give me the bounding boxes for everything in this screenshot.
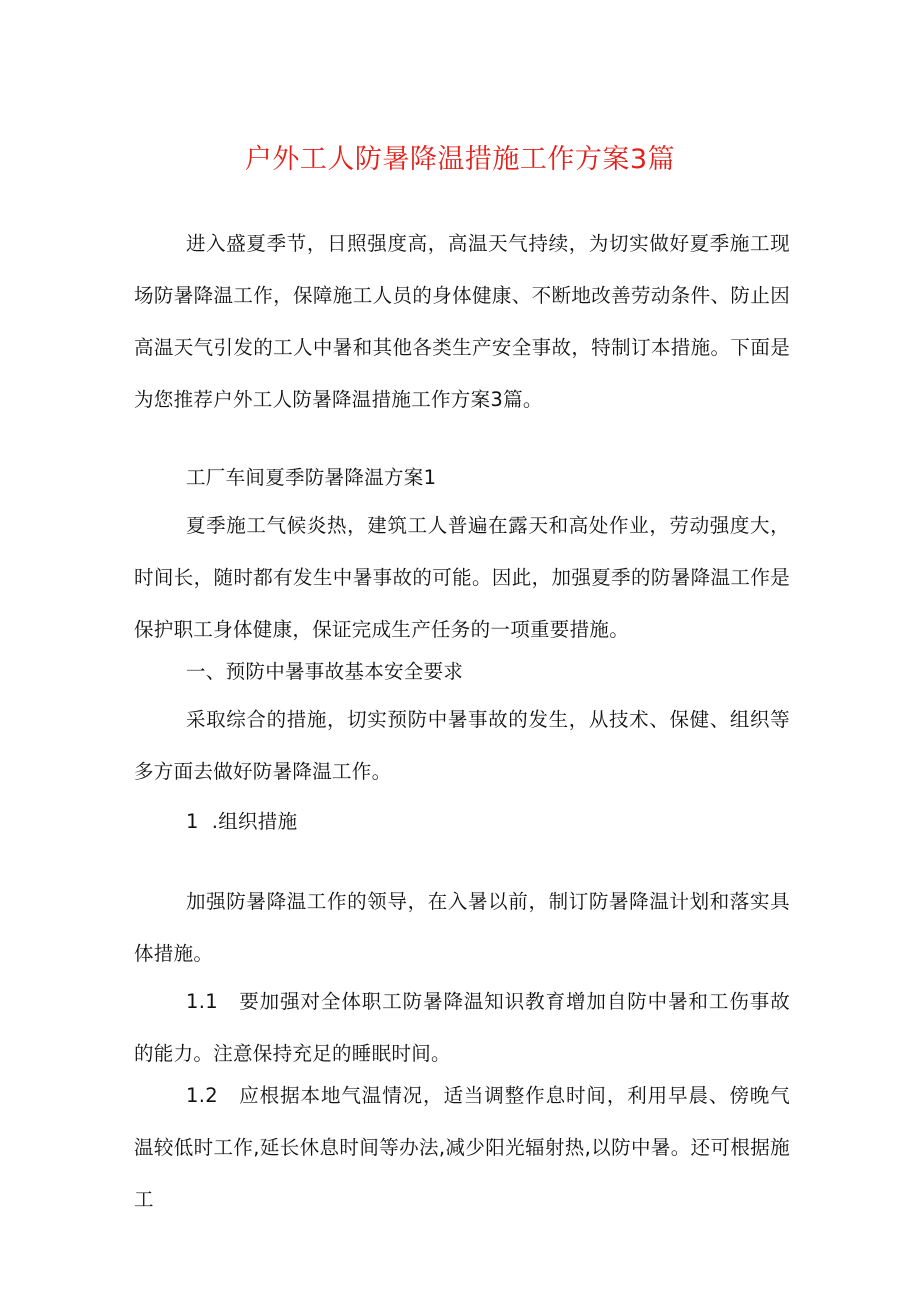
intro-paragraph: 进入盛夏季节，日照强度高，高温天气持续，为切实做好夏季施工现场防暑降温工作，保障施工人员的身体健康、不断地改善劳动条件、防止因高温天气引发的工人中暑和其他各类生产安全事故，特制订本措施。下面是为您推荐户外工人防暑降温措施工作方案3篇。: [134, 232, 790, 411]
heading-1: 一、预防中暑事故基本安全要求: [186, 660, 464, 683]
document-title: 户外工人防暑降温措施工作方案3篇: [244, 144, 676, 175]
paragraph-4: 1.1 要加强对全体职工防暑降温知识教育增加自防中暑和工伤事故的能力。注意保持充足的睡眠时间。: [134, 990, 790, 1065]
paragraph-1: 夏季施工气候炎热，建筑工人普遍在露天和高处作业，劳动强度大，时间长，随时都有发生中暑事故的可能。因此，加强夏季的防暑降温工作是保护职工身体健康，保证完成生产任务的一项重要措施。: [134, 514, 790, 641]
paragraph-3: 加强防暑降温工作的领导，在入暑以前，制订防暑降温计划和落实具体措施。: [134, 890, 790, 965]
heading-2: 1 .组织措施: [186, 810, 298, 833]
section-title: 工厂车间夏季防暑降温方案1: [186, 466, 437, 489]
paragraph-2: 采取综合的措施，切实预防中暑事故的发生，从技术、保健、组织等多方面去做好防暑降温工作。: [134, 708, 790, 783]
paragraph-5: 1.2 应根据本地气温情况，适当调整作息时间，利用早晨、傍晚气温较低时工作,延长休息时间等办法,减少阳光辐射热,以防中暑。还可根据施工: [134, 1084, 790, 1211]
